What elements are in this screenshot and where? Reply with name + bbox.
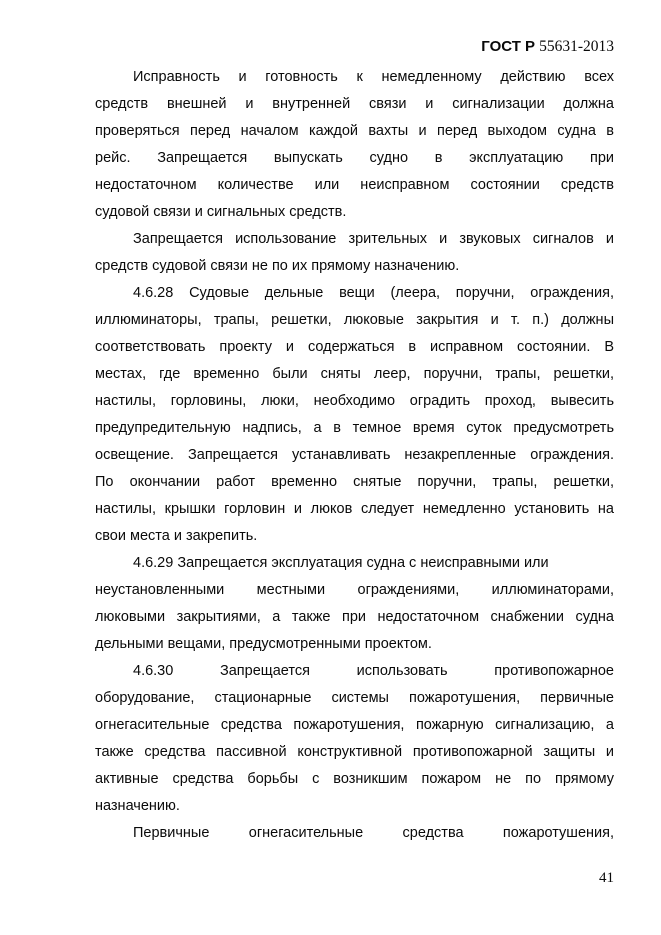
standard-code: ГОСТ Р bbox=[481, 38, 536, 55]
text-line: освещение. Запрещается устанавливать незакрепленные ограждения. bbox=[95, 447, 614, 463]
text-line: проверяться перед началом каждой вахты и перед выходом судна в bbox=[95, 123, 614, 139]
text-line: настилы, горловины, люки, необходимо оградить проход, вывесить bbox=[95, 393, 614, 409]
document-body bbox=[95, 64, 614, 847]
text-line: средств судовой связи не по их прямому назначению. bbox=[95, 258, 460, 274]
text-line: 4.6.29 Запрещается эксплуатация судна с неисправными или bbox=[133, 555, 549, 571]
paragraph bbox=[95, 820, 614, 847]
paragraph bbox=[95, 280, 614, 550]
text-line: судовой связи и сигнальных средств. bbox=[95, 204, 347, 220]
paragraph bbox=[95, 64, 614, 226]
text-line: иллюминаторы, трапы, решетки, люковые закрытия и т. п.) должны bbox=[95, 312, 614, 328]
text-line: соответствовать проекту и содержаться в исправном состоянии. В bbox=[95, 339, 614, 355]
text-line: рейс. Запрещается выпускать судно в эксплуатацию при bbox=[95, 150, 614, 166]
text-line: оборудование, стационарные системы пожаротушения, первичные bbox=[95, 690, 614, 706]
text-line: По окончании работ временно снятые поручни, трапы, решетки, bbox=[95, 474, 614, 490]
text-line: огнегасительные средства пожаротушения, пожарную сигнализацию, а bbox=[95, 717, 614, 733]
text-line: Исправность и готовность к немедленному действию всех bbox=[133, 69, 614, 85]
text-line: Первичные огнегасительные средства пожаротушения, bbox=[133, 825, 614, 841]
text-line: люковыми закрытиями, а также при недостаточном снабжении судна bbox=[95, 609, 614, 625]
text-line: 4.6.28 Судовые дельные вещи (леера, поручни, ограждения, bbox=[133, 285, 614, 301]
text-line: средств внешней и внутренней связи и сигнализации должна bbox=[95, 96, 614, 112]
text-line: дельными вещами, предусмотренными проектом. bbox=[95, 636, 432, 652]
text-line: 4.6.30 Запрещается использовать противопожарное bbox=[133, 663, 614, 679]
text-line: свои места и закрепить. bbox=[95, 528, 258, 544]
page-header bbox=[481, 38, 614, 56]
standard-number: 55631-2013 bbox=[539, 38, 614, 55]
text-line: настилы, крышки горловин и люков следует немедленно установить на bbox=[95, 501, 614, 517]
text-line: Запрещается использование зрительных и звуковых сигналов и bbox=[133, 231, 614, 247]
paragraph bbox=[95, 226, 614, 280]
text-line: местах, где временно были сняты леер, поручни, трапы, решетки, bbox=[95, 366, 614, 382]
text-line: активные средства борьбы с возникшим пожаром не по прямому bbox=[95, 771, 614, 787]
text-line: неустановленными местными ограждениями, иллюминаторами, bbox=[95, 582, 614, 598]
paragraph bbox=[95, 658, 614, 820]
text-line: также средства пассивной конструктивной противопожарной защиты и bbox=[95, 744, 614, 760]
page-number: 41 bbox=[599, 870, 614, 886]
text-line: назначению. bbox=[95, 798, 180, 814]
text-line: предупредительную надпись, а в темное время суток предусмотреть bbox=[95, 420, 614, 436]
text-line: недостаточном количестве или неисправном состоянии средств bbox=[95, 177, 614, 193]
paragraph bbox=[95, 550, 614, 658]
